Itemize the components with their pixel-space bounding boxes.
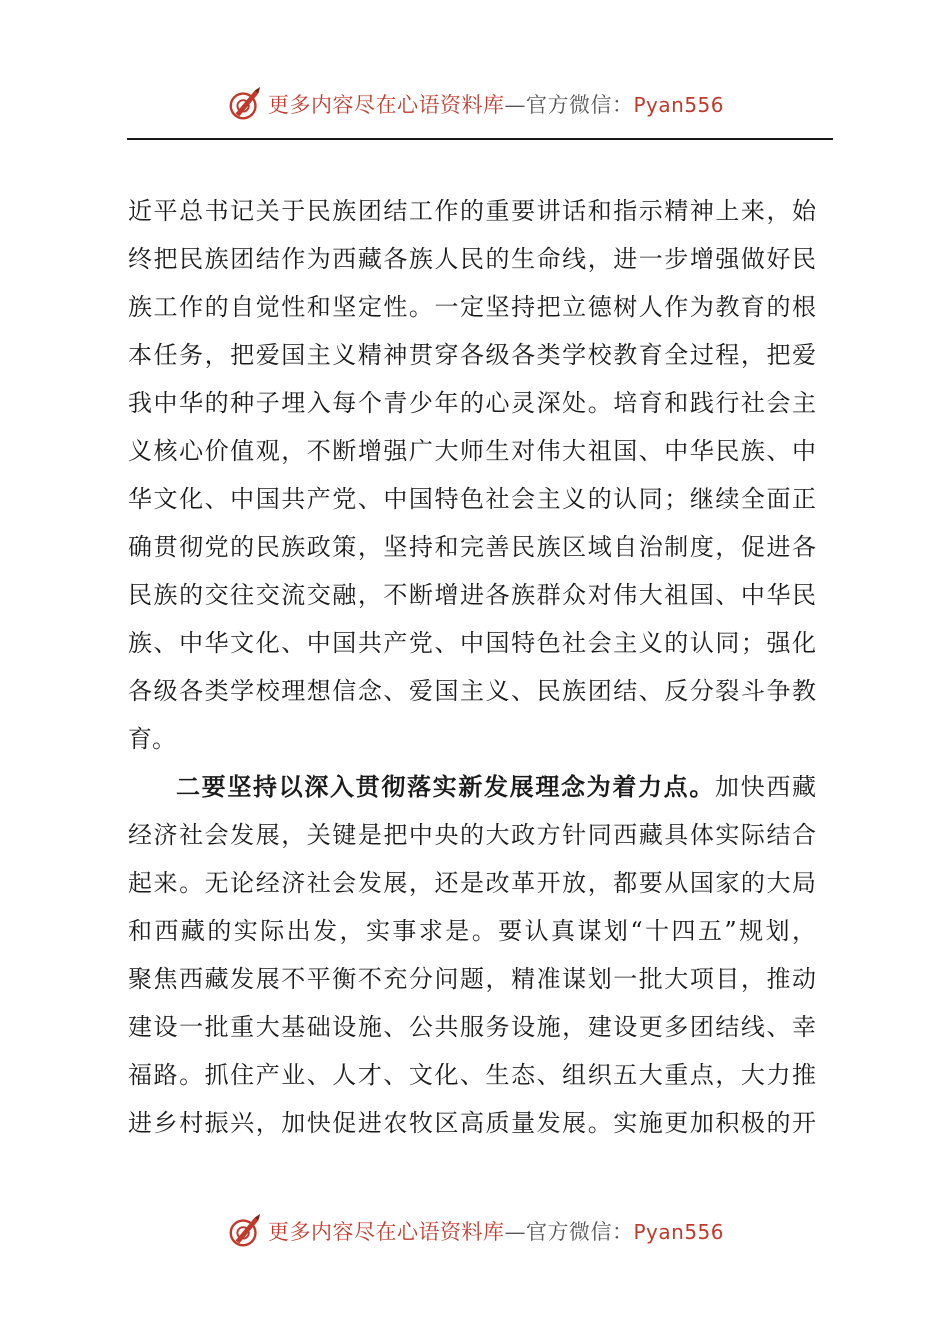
header-watermark-wechat-label: 官方微信： bbox=[525, 93, 634, 117]
text-line: 福路。抓住产业、人才、文化、生态、组织五大重点，大力推 bbox=[128, 1061, 816, 1089]
footer-watermark bbox=[0, 1211, 950, 1251]
pen-logo-icon bbox=[226, 1212, 264, 1250]
footer-watermark-text bbox=[268, 1216, 724, 1246]
text-line: 聚焦西藏发展不平衡不充分问题，精准谋划一批大项目，推动 bbox=[128, 965, 816, 993]
text-line: 育。 bbox=[128, 725, 176, 753]
header-watermark-text bbox=[268, 89, 724, 119]
footer-watermark-dash: — bbox=[504, 1220, 526, 1244]
text-line: 建设一批重大基础设施、公共服务设施，建设更多团结线、幸 bbox=[128, 1013, 816, 1041]
text-line: 族、中华文化、中国共产党、中国特色社会主义的认同；强化 bbox=[128, 629, 816, 657]
header-watermark-dash: — bbox=[504, 93, 526, 117]
text-line: 确贯彻党的民族政策，坚持和完善民族区域自治制度，促进各 bbox=[128, 533, 816, 561]
text-line: 经济社会发展，关键是把中央的大政方针同西藏具体实际结合 bbox=[128, 821, 816, 849]
header-watermark bbox=[0, 84, 950, 124]
header-divider bbox=[127, 138, 833, 140]
text-line: 近平总书记关于民族团结工作的重要讲话和指示精神上来，始 bbox=[128, 197, 816, 225]
header-watermark-wechat-id: Pyan556 bbox=[633, 93, 724, 117]
header-watermark-title: 更多内容尽在心语资料库 bbox=[267, 93, 505, 117]
text-line: 起来。无论经济社会发展，还是改革开放，都要从国家的大局 bbox=[128, 869, 816, 897]
text-line: 终把民族团结作为西藏各族人民的生命线，进一步增强做好民 bbox=[128, 245, 816, 273]
text-line: 本任务，把爱国主义精神贯穿各级各类学校教育全过程，把爱 bbox=[128, 341, 816, 369]
paragraph-2-heading: 二要坚持以深入贯彻落实新发展理念为着力点。 bbox=[176, 773, 715, 801]
text-line: 各级各类学校理想信念、爱国主义、民族团结、反分裂斗争教 bbox=[128, 677, 816, 705]
text-line: 民族的交往交流交融，不断增进各族群众对伟大祖国、中华民 bbox=[128, 581, 816, 609]
footer-watermark-wechat-label: 官方微信： bbox=[525, 1220, 634, 1244]
pen-logo-icon bbox=[226, 85, 264, 123]
footer-watermark-wechat-id: Pyan556 bbox=[633, 1220, 724, 1244]
paragraph-2-lead: 加快西藏 bbox=[715, 773, 816, 801]
text-line: 华文化、中国共产党、中国特色社会主义的认同；继续全面正 bbox=[128, 485, 816, 513]
text-line: 进乡村振兴，加快促进农牧区高质量发展。实施更加积极的开 bbox=[128, 1109, 816, 1137]
text-line: 义核心价值观，不断增强广大师生对伟大祖国、中华民族、中 bbox=[128, 437, 816, 465]
text-line: 族工作的自觉性和坚定性。一定坚持把立德树人作为教育的根 bbox=[128, 293, 816, 321]
text-line: 我中华的种子埋入每个青少年的心灵深处。培育和践行社会主 bbox=[128, 389, 816, 417]
document-body bbox=[128, 187, 816, 1147]
paragraph-2-first-line bbox=[128, 763, 816, 811]
text-line: 和西藏的实际出发，实事求是。要认真谋划“十四五”规划， bbox=[128, 917, 816, 945]
footer-watermark-title: 更多内容尽在心语资料库 bbox=[267, 1220, 505, 1244]
